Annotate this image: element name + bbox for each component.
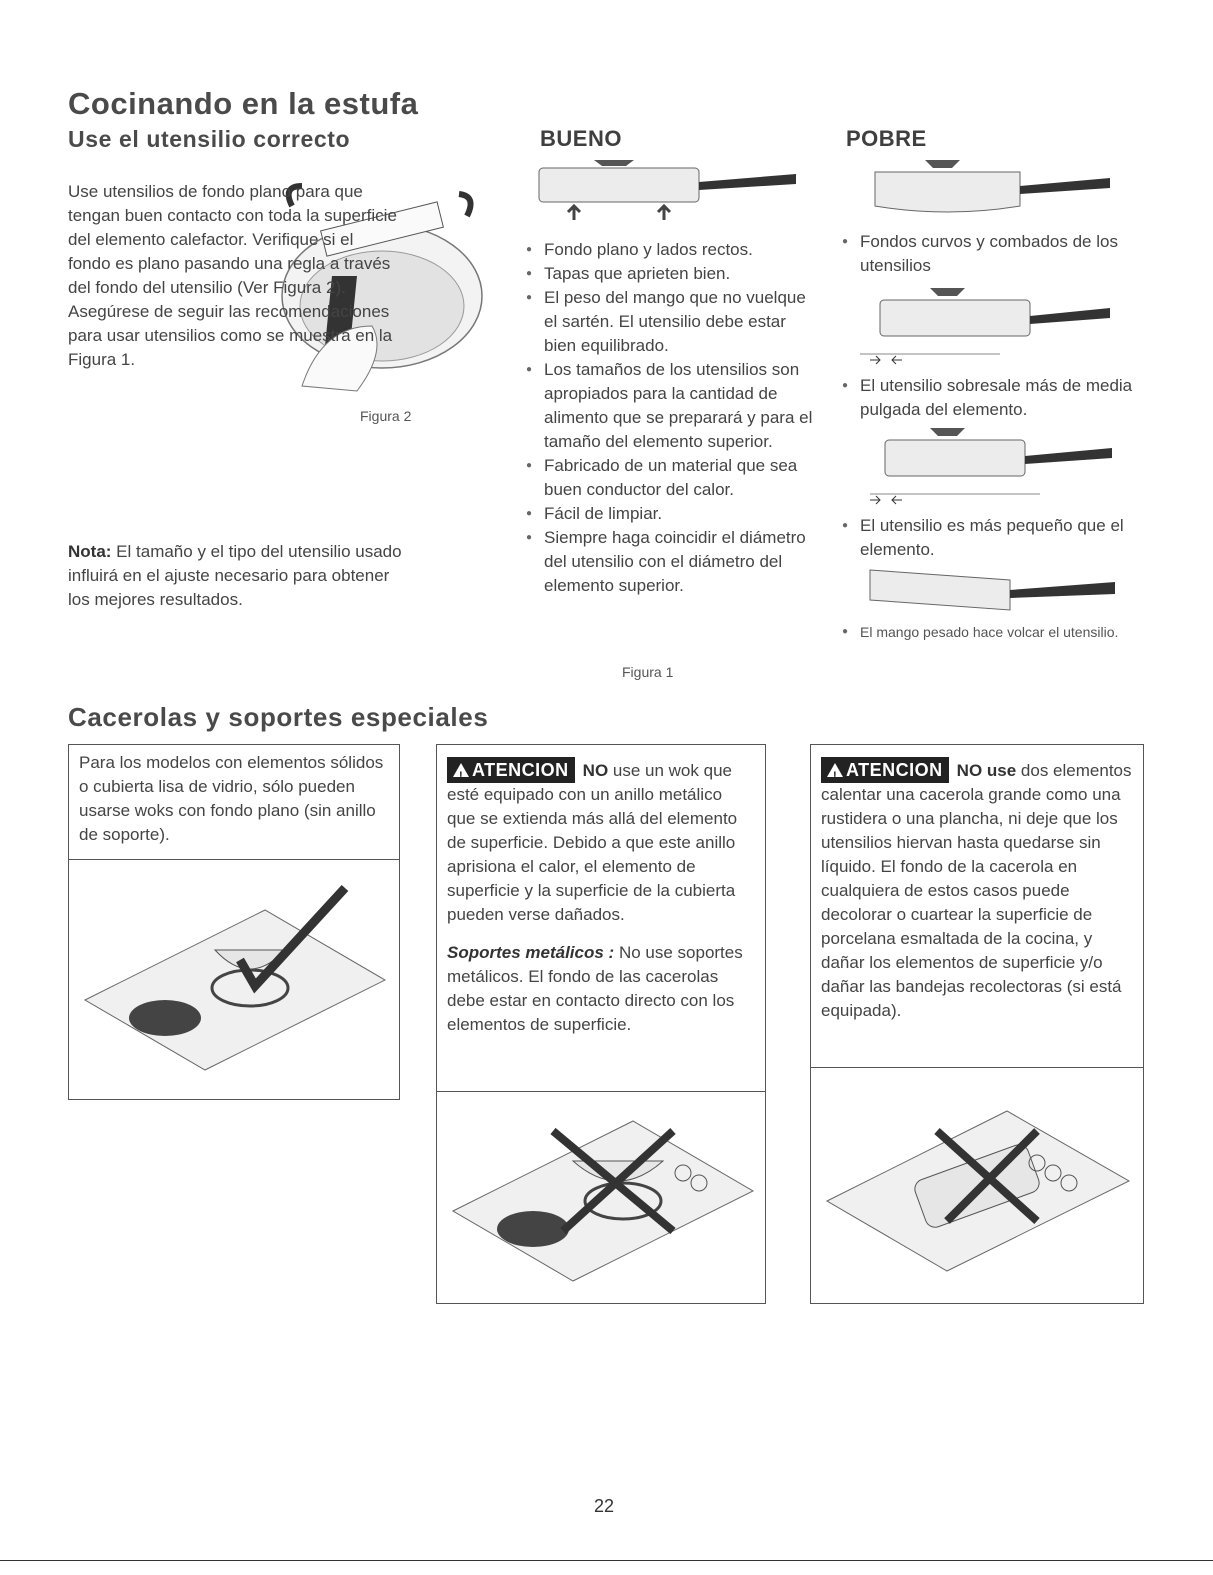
note-label: Nota:	[68, 542, 112, 561]
good-pan-illustration	[534, 152, 804, 230]
pobre-item-1: ● Fondos curvos y combados de los utensilios	[842, 230, 1142, 278]
list-item: ● El peso del mango que no vuelque el sartén. El utensilio debe estar bien equilibrado.	[526, 286, 816, 358]
pobre-item-2: ● El utensilio sobresale más de media pulgada del elemento.	[842, 374, 1152, 422]
heavy-handle-pan-illustration	[860, 566, 1120, 616]
page-number: 22	[594, 1496, 615, 1516]
overhanging-pan-illustration	[850, 288, 1120, 368]
wok-ring-crossed-illustration	[443, 1101, 761, 1296]
bueno-heading: BUENO	[540, 126, 622, 151]
note-text: El tamaño y el tipo del utensilio usado influirá en el ajuste necesario para obtener los mejores resultados.	[68, 542, 402, 609]
warning-badge: ! ATENCION	[821, 757, 949, 783]
figure-1-caption: Figura 1	[622, 664, 674, 680]
metal-supports-lead: Soportes metálicos :	[447, 943, 615, 962]
section-heading-special-pans: Cacerolas y soportes especiales	[68, 702, 489, 732]
roaster-crossed-illustration	[817, 1081, 1137, 1291]
section-heading-correct-utensil: Use el utensilio correcto	[68, 126, 351, 152]
wok-flat-bottom-box	[68, 744, 400, 1100]
list-item: ● Fondo plano y lados rectos.	[526, 238, 816, 262]
small-pan-illustration	[850, 428, 1120, 508]
list-item: ● Los tamaños de los utensilios son apropiados para la cantidad de alimento que se preparará y para el tamaño del elemento superior.	[526, 358, 816, 454]
box2-text: use un wok que esté equipado con un anillo metálico que se extienda más allá del elemento de superficie. Debido a que este anillo aprisiona el calor, el elemento de superficie y la superficie de la cubierta pueden verse dañados.	[447, 761, 738, 924]
two-elements-warning-box	[810, 744, 1144, 1304]
box3-lead: NO use	[956, 761, 1017, 780]
list-item: ● Tapas que aprieten bien.	[526, 262, 816, 286]
box2-text-block	[437, 745, 765, 1043]
figure-2-caption: Figura 2	[360, 408, 412, 424]
list-item: ● Siempre haga coincidir el diámetro del utensilio con el diámetro del elemento superior.	[526, 526, 816, 598]
box3-text: dos elementos calentar una cacerola grande como una rustidera o una plancha, ni deje que los utensilios hiervan hasta quedarse sin líquido. El fondo de la cacerola en cualquiera de estos casos puede decolorar o cuartear la superficie de porcelana esmaltada de la cocina, y dañar los elementos de superficie y/o dañar las bandejas recolectoras (si está equipada).	[821, 761, 1132, 1020]
correct-utensil-paragraph-top	[68, 180, 397, 372]
metal-supports-text: No use soportes metálicos. El fondo de las cacerolas debe estar en contacto directo con los elementos de superficie.	[447, 943, 743, 1034]
warning-badge: ! ATENCION	[447, 757, 575, 783]
bueno-list	[526, 238, 816, 598]
box2-lead: NO	[582, 761, 609, 780]
bottom-rule	[0, 1560, 1213, 1561]
box1-text: Para los modelos con elementos sólidos o cubierta lisa de vidrio, sólo pueden usarse woks con fondo plano (sin anillo de soporte).	[79, 753, 384, 844]
box3-text-block	[811, 745, 1143, 1029]
list-item: ● Fabricado de un material que sea buen conductor del calor.	[526, 454, 816, 502]
list-item: ● Fácil de limpiar.	[526, 502, 816, 526]
curved-pan-illustration	[870, 156, 1120, 226]
pobre-heading: POBRE	[846, 126, 927, 151]
metal-supports-paragraph	[447, 941, 755, 1037]
pobre-item-4: ● El mango pesado hace volcar el utensilio.	[842, 622, 1152, 642]
note	[68, 540, 408, 612]
page-title: Cocinando en la estufa	[68, 86, 419, 121]
correct-utensil-paragraph: Use utensilios de fondo plano para que tengan buen contacto con toda la superficie del elemento calefactor. Verifique si el fondo es plano pasando una regla a través del fondo del utensilio (Ver Figura 2). Asegúrese de seguir las recomendaciones para usar utensilios como se muestra en la Figura 1.	[68, 182, 397, 369]
wok-on-cooktop-illustration	[69, 860, 399, 1100]
wok-ring-warning-box	[436, 744, 766, 1304]
pobre-item-3: ● El utensilio es más pequeño que el elemento.	[842, 514, 1152, 562]
